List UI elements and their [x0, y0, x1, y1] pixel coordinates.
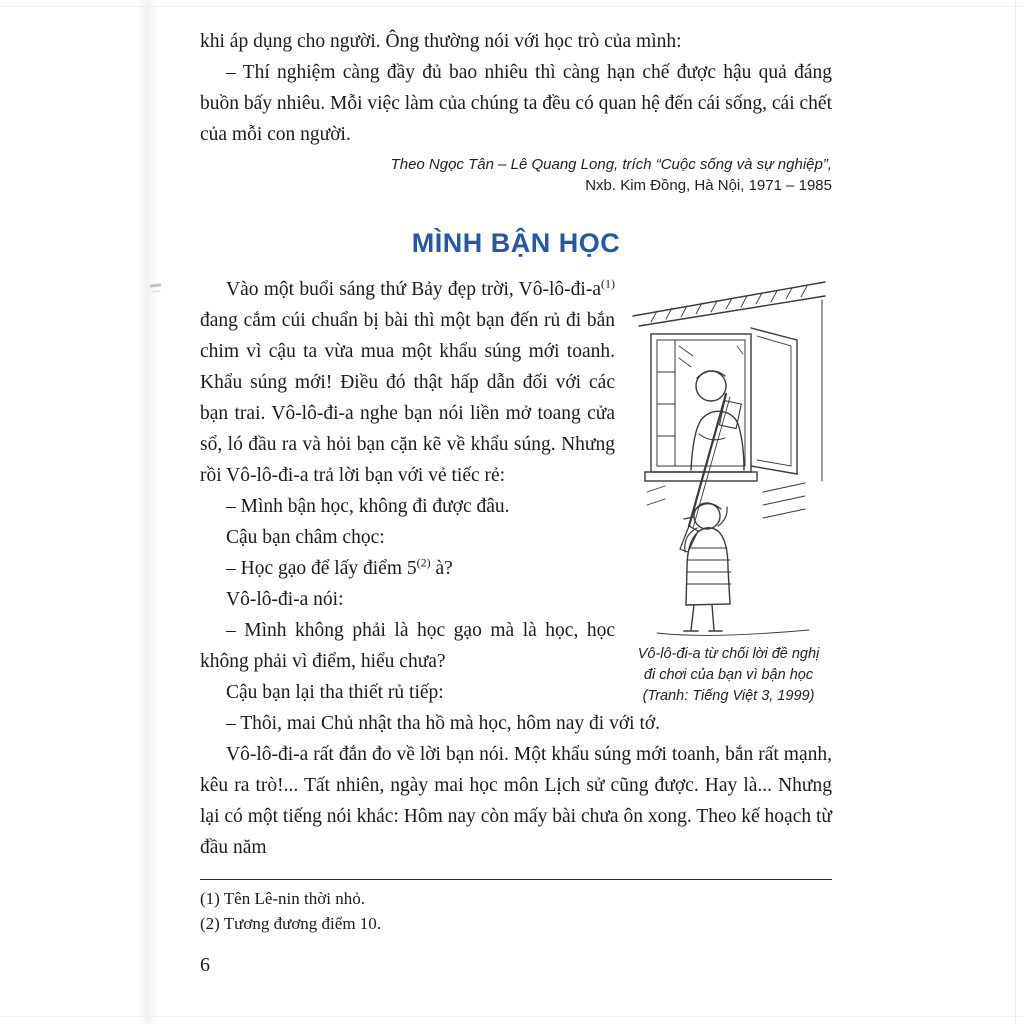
dialogue-line-3: – Mình không phải là học gạo mà là học, học không phải vì điểm, hiểu chưa? [200, 620, 615, 672]
footnotes [200, 886, 832, 936]
intro-paragraph-continuation: khi áp dụng cho người. Ông thường nói với học trò của mình: [200, 31, 682, 52]
footnote-divider [200, 879, 832, 880]
dialogue-line-2-text-b: à? [430, 558, 453, 579]
dialogue-line-4: – Thôi, mai Chủ nhật tha hồ mà học, hôm nay đi với tớ. [226, 713, 661, 734]
story-body-with-figure [200, 274, 832, 708]
figure-caption [625, 644, 832, 707]
attribution-line-2: Nxb. Kim Đồng, Hà Nội, 1971 – 1985 [585, 177, 832, 194]
dialogue-line-1: – Mình bận học, không đi được đâu. [226, 496, 510, 517]
story-paragraph-1-text-b: đang cắm cúi chuẩn bị bài thì một bạn đến rủ đi bắn chim vì cậu ta vừa mua một khẩu súng mới toanh. Khẩu súng mới! Điều đó thật hấp dẫn đối với các bạn trai. Vô-lô-đi-a nghe bạn nói liền mở toang cửa sổ, ló đầu ra và hỏi bạn cặn kẽ về khẩu súng. Nhưng rồi Vô-lô-đi-a trả lời bạn với vẻ tiếc rẻ: [200, 310, 615, 486]
page-content [200, 26, 832, 977]
narration-line-3: Cậu bạn lại tha thiết rủ tiếp: [226, 682, 444, 703]
story-illustration [625, 276, 832, 636]
story-title: MÌNH BẬN HỌC [411, 228, 621, 258]
scan-edge-right [1015, 0, 1016, 1024]
footnote-marker-1: (1) [601, 276, 615, 291]
story-paragraph-1-text-a: Vào một buổi sáng thứ Bảy đẹp trời, Vô-lô-đi-a [226, 279, 601, 300]
intro-paragraph-quote: – Thí nghiệm càng đầy đủ bao nhiêu thì càng hạn chế được hậu quả đáng buồn bấy nhiêu. Mỗi việc làm của chúng ta đều có quan hệ đến cái sống, cái chết của mỗi con người. [200, 62, 832, 145]
page-number: 6 [200, 954, 210, 976]
story-body-full-width [200, 708, 832, 863]
figure-caption-line-2: đi chơi của bạn vì bận học [643, 667, 814, 683]
source-attribution [200, 154, 832, 196]
dialogue-line-2 [200, 553, 615, 584]
story-text-column [200, 274, 615, 708]
story-figure [615, 274, 832, 707]
story-paragraph-1 [200, 274, 615, 491]
footnote-marker-2: (2) [416, 555, 431, 570]
narration-line-1: Cậu bạn châm chọc: [226, 527, 385, 548]
intro-section [200, 26, 832, 196]
story-paragraph-2: Vô-lô-đi-a rất đắn đo về lời bạn nói. Một khẩu súng mới toanh, bắn rất mạnh, kêu ra trò!... Tất nhiên, ngày mai học môn Lịch sử cũng được. Hay là... Nhưng lại có một tiếng nói khác: Hôm nay còn mấy bài chưa ôn xong. Theo kế hoạch từ đầu năm [200, 744, 832, 858]
figure-caption-line-1: Vô-lô-đi-a từ chối lời đề nghị [637, 646, 820, 662]
scan-edge-top [0, 6, 1024, 7]
footnote-2: (2) Tương đương điểm 10. [200, 914, 382, 933]
attribution-line-1: Theo Ngọc Tân – Lê Quang Long, trích “Cuộc sống và sự nghiệp”, [390, 156, 832, 173]
scan-edge-bottom [0, 1016, 1024, 1017]
page-spine-shadow [138, 0, 158, 1024]
narration-line-2: Vô-lô-đi-a nói: [226, 589, 344, 610]
footnote-1: (1) Tên Lê-nin thời nhỏ. [200, 889, 365, 908]
figure-caption-source: (Tranh: Tiếng Việt 3, 1999) [642, 688, 815, 704]
scan-artifact [150, 283, 161, 287]
dialogue-line-2-text-a: – Học gạo để lấy điểm 5 [226, 558, 417, 579]
